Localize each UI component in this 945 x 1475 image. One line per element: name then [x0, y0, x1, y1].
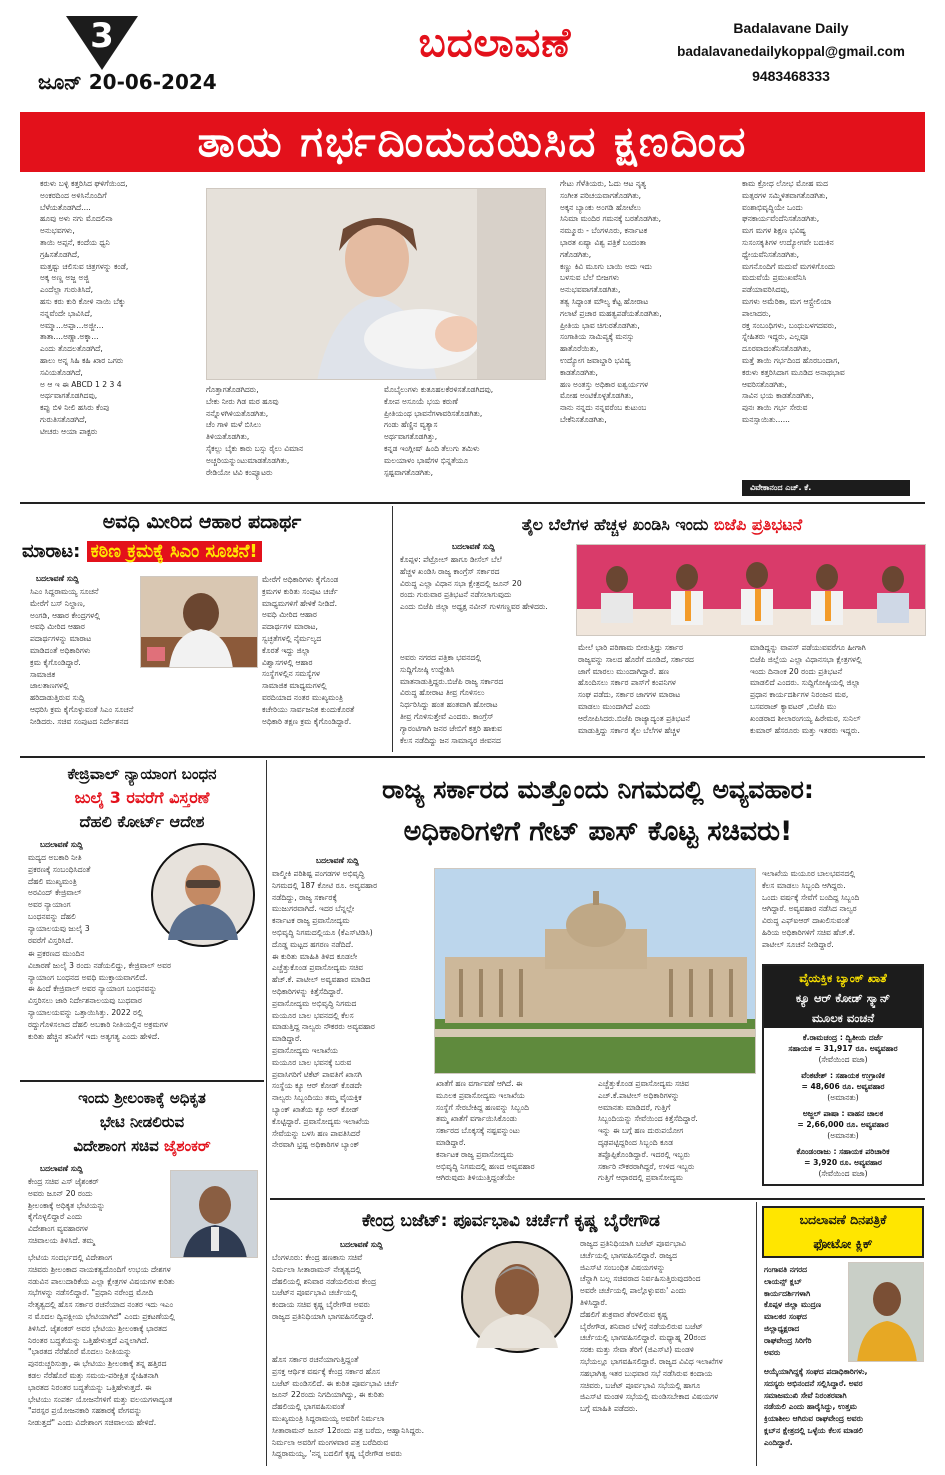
- jaishankar-text-full: ಭೇಟಿಯ ಸಂದರ್ಭದಲ್ಲಿ ವಿದೇಶಾಂಗ ಸಚಿವರು ಶ್ರೀಲಂಕಾದ ನಾಯಕತ್ವದೊಂದಿಗೆ ಉಭಯ ದೇಶಗಳ ನಡುವಿನ ಪಾಲುದಾರಿಕೆಯ ಎಲ್ಲಾ ಕ್ಷೇತ್ರಗಳ ವಿಷಯಗಳ ಕುರಿತು ಸಭೆಗಳನ್ನು ನಡೆಸಲಿದ್ದಾರೆ. "ಪ್ರಧಾನಿ ನರೇಂದ್ರ ಮೋದಿ ನೇತೃತ್ವದಲ್ಲಿ ಹೊಸ ಸರ್ಕಾರ ರಚನೆಯಾದ ನಂತರ ಇದು ಇಎಂ ನ ಮೊದಲ ದ್ವಿಪಕ್ಷೀಯ ಭೇಟಿಯಾಗಿದೆ" ಎಂದು ಪ್ರಕಟಣೆಯಲ್ಲಿ ತಿಳಿಸಿದೆ. ಜೈಶಂಕರ್ ಅವರ ಭೇಟಿಯು ಶ್ರೀಲಂಕಾಕ್ಕೆ ಭಾರತದ ನಿರಂತರ ಬದ್ಧತೆಯನ್ನು ಒತ್ತಿಹೇಳುತ್ತದೆ ಎನ್ನಲಾಗಿದೆ. "ಭಾರತದ ನೆರೆಹೊರೆ ಮೊದಲು ನೀತಿಯನ್ನು ಪುನರುಚ್ಚರಿಸುತ್ತಾ, ಈ ಭೇಟಿಯು ಶ್ರೀಲಂಕಾಕ್ಕೆ ತನ್ನ ಹತ್ತಿರದ ಕಡಲ ನೆರೆಹೊರೆ ಮತ್ತು ಸಮಯ-ಪರೀಕ್ಷಿತ ಸ್ನೇಹಿತನಾಗಿ ಭಾರತದ ನಿರಂತರ ಬದ್ಧತೆಯನ್ನು ಒತ್ತಿಹೇಳುತ್ತದೆ. ಈ ಭೇಟಿಯು ಸಂಪರ್ಕ ಯೋಜನೆಗಳಿಗೆ ಮತ್ತು ವಲಯಗಳಾದ್ಯಂತ "ಪರಸ್ಪರ ಪ್ರಯೋಜನಕಾರಿ ಸಹಕಾರಕ್ಕೆ ವೇಗವನ್ನು ನೀಡುತ್ತದೆ" ಎಂದು ವಿದೇಶಾಂಗ ಸಚಿವಾಲಯ ಹೇಳಿದೆ.: [28, 1253, 175, 1428]
- fraud-entry-name: ವೆಂಕಟೇಶ್ : ಸಹಾಯಕ ಉಗ್ರಾಣಿಕ: [801, 1071, 885, 1080]
- paper-name: Badalavane Daily: [733, 20, 849, 36]
- vidhana-soudha-photo: [434, 868, 756, 1074]
- issue-date: ಜೂನ್ 20-06-2024: [38, 70, 217, 94]
- fuel-text-col-3: ಮಾಡಿದ್ದನ್ನು ವಾಪಸ್ ಪಡೆಯುವವರೆಗೂ ಹೀಗಾಗಿ ಬಿಜೆಪಿ ಜಿಲ್ಲೆಯ ಎಲ್ಲಾ ವಿಧಾನಸಭಾ ಕ್ಷೇತ್ರಗಳಲ್ಲಿ ಇಂದು ದಿನಾಂಕ 20 ರಂದು ಪ್ರತಿಭಟನೆ ಮಾಡಲಿದೆ ಎಂದರು. ಸುದ್ದಿಗೋಷ್ಠಿಯಲ್ಲಿ ಜಿಲ್ಲಾ ಪ್ರಧಾನ ಕಾರ್ಯದರ್ಶಿಗಳ ನಿರಂಜನ ಮಠ, ಬಸವರಾಜ್ ಕ್ಯಾವಟರ್ ,ಬಿಜೆಪಿ ಮು ಖಂಡರಾದ ಶೀಲಾರಂಗಯ್ಯ ಹಿರೇಮಠ, ಸುನಿಲ್ ಕುಮಾರ್ ಹೆಸರೂರು ಮತ್ತು ಇತರರು ಇದ್ದರು.: [750, 643, 866, 735]
- jaishankar-headline-line-1: ಇಂದು ಶ್ರೀಲಂಕಾಕ್ಕೆ ಅಧಿಕೃತ: [78, 1089, 206, 1107]
- fraud-entry-amount: = 2,66,000 ರೂ. ಅವ್ಯವಹಾರ: [797, 1120, 889, 1129]
- krishna-byregowda-photo: [460, 1240, 574, 1354]
- raghavendra-photo: [848, 1262, 924, 1362]
- fraud-entry-amount: = 48,606 ರೂ. ಅವ್ಯವಹಾರ: [801, 1082, 885, 1091]
- masthead: [0, 0, 945, 100]
- corruption-text-col-3: ಎಚ್ಚೆತ್ತುಕೊಂಡ ಪ್ರವಾಸೋದ್ಯಮ ಸಚಿವ ಎಚ್.ಕೆ.ಪಾಟೀಲ್ ಅಧಿಕಾರಿಗಳನ್ನು ಅಮಾನತು ಮಾಡಿದರೆ, ಗುತ್ತಿಗೆ ಸಿಬ್ಬಂದಿಯನ್ನು ಸೇವೆಯಿಂದ ಕಿತ್ತೆಸೆದಿದ್ದಾರೆ. ಇನ್ನು ಈ ಬಗ್ಗೆ ಹಣ ದುರುಪಯೋಗ ದೃಢಪಟ್ಟಿದ್ದರಿಂದ ಸಿಬ್ಬಂದಿ ಕೂಡ ತಪ್ಪೊಪ್ಪಿಕೊಂಡಿದ್ದಾರೆ. ಇದರಲ್ಲಿ ಇಬ್ಬರು ಸರ್ಕಾರಿ ನೌಕರರಾಗಿದ್ದರೆ, ಉಳಿದ ಇಬ್ಬರು ಗುತ್ತಿಗೆ ಆಧಾರದಲ್ಲಿ ಪ್ರವಾಸೋದ್ಯಮ: [598, 1079, 698, 1183]
- contact-phone: 9483468333: [752, 68, 830, 84]
- fraud-entry-name: ಕೆ.ರಾಮಚಂದ್ರ : ದ್ವಿತೀಯ ದರ್ಜೆ: [802, 1033, 884, 1042]
- divider: [270, 1198, 925, 1200]
- divider: [392, 506, 393, 752]
- fuel-byline: ಬದಲಾವಣೆ ಸುದ್ದಿ: [452, 542, 495, 551]
- fuel-text-col-1: ಅವರು ನಗರದ ಪತ್ರಿಕಾ ಭವನದಲ್ಲಿ ಸುದ್ದಿಗೋಷ್ಠಿ ಉದ್ದೇಶಿಸಿ ಮಾತನಾಡುತ್ತಿದ್ದರು.ಬಿಜೆಪಿ ರಾಜ್ಯ ಸರ್ಕಾರದ ವಿರುದ್ಧ ಹೋರಾಟ ತೀವ್ರ ಗೊಳಿಸಲು ನಿರ್ಧರಿಸಿದ್ದು ಹಂತ ಹಂತವಾಗಿ ಹೋರಾಟ ತೀವ್ರ ಗೊಳಿಸುತ್ತೇವೆ ಎಂದರು. ಕಾಂಗ್ರೆಸ್ ಗ್ಯಾರಂಟಿಗಾಗಿ ಜನರ ಜೇಬಿಗೆ ಕತ್ತರಿ ಹಾಕುವ ಕೆಲಸ ನಡೆದಿದ್ದು ಜನ ಸಾಮಾನ್ಯರ ಜೀವನದ: [400, 653, 504, 745]
- kejriwal-byline: ಬದಲಾವಣೆ ಸುದ್ದಿ: [40, 840, 83, 849]
- fuel-headline-highlight: ಬಿಜೆಪಿ ಪ್ರತಿಭಟನೆ: [713, 515, 803, 534]
- fraud-box-title-1: ವೈಯಕ್ತಿಕ ಬ್ಯಾಂಕ್ ಖಾತೆ: [799, 971, 887, 985]
- food-byline: ಬದಲಾವಣೆ ಸುದ್ದಿ: [36, 574, 79, 583]
- food-text-left: ಸಿಎಂ ಸಿದ್ದರಾಮಯ್ಯ ಸೂಚನೆ ಮೇರೆಗೆ ಬಸ್ ನಿಲ್ದಾಣ, ಅಂಗಡಿ, ಆಹಾರ ಕೇಂದ್ರಗಳಲ್ಲಿ ಅವಧಿ ಮೀರಿದ ಆಹಾರ ಪದಾರ್ಥಗಳನ್ನು ಮಾರಾಟ ಮಾಡಿದಂತೆ ಅಧಿಕಾರಿಗಳು ಕ್ರಮ ಕೈಗೊಂಡಿದ್ದಾರೆ. ಸಾಮಾಜಿಕ ಜಾಲತಾಣಗಳಲ್ಲಿ ಹರಿದಾಡುತ್ತಿರುವ ಸುದ್ದಿ ಆಧರಿಸಿ ಕ್ರಮ ಕೈಗೊಳ್ಳುವಂತೆ ಸಿಎಂ ಸೂಚನೆ ನೀಡಿದರು. ಸಚಿವ ಸಂಪುಟದ ನಿರ್ದೇಶನದ: [30, 587, 134, 726]
- food-headline-line-2: [22, 538, 382, 566]
- food-headline-prefix: ಮಾರಾಟ:: [22, 541, 81, 562]
- corruption-headline-line-2: ಅಧಿಕಾರಿಗಳಿಗೆ ಗೇಟ್ ಪಾಸ್ ಕೊಟ್ಟ ಸಚಿವರು!: [403, 816, 793, 847]
- contact-email[interactable]: badalavanedailykoppal@gmail.com: [677, 44, 905, 59]
- poem-headline: ತಾಯ ಗರ್ಭದಿಂದುದಯಿಸಿದ ಕ್ಷಣದಿಂದ: [197, 117, 748, 166]
- fraud-entry-status: (ಸೇವೆಯಿಂದ ವಜಾ): [818, 1055, 868, 1064]
- fraud-entry: [766, 1070, 920, 1103]
- jaishankar-headline-highlight: ಜೈಶಂಕರ್: [164, 1137, 211, 1155]
- bjp-press-meet-photo: [576, 544, 926, 636]
- jaishankar-photo: [170, 1170, 258, 1258]
- budget-headline: ಕೇಂದ್ರ ಬಜೆಟ್: ಪೂರ್ವಭಾವಿ ಚರ್ಚೆಗೆ ಕೃಷ್ಣ ಬೈರೇಗೌಡ: [362, 1211, 660, 1231]
- fuel-headline-prefix: ತೈಲ ಬೆಲೆಗಳ ಹೆಚ್ಚಳ ಖಂಡಿಸಿ ಇಂದು: [521, 515, 709, 534]
- fraud-entry-name: ಕೊಂಡಂರಾಜು : ಸಹಾಯಕ ಪರಿಚಾರಿಕ: [796, 1147, 890, 1156]
- newspaper-logo: ಬದಲಾವಣೆ: [418, 20, 572, 66]
- divider: [20, 756, 925, 758]
- jaishankar-text-left: ಕೇಂದ್ರ ಸಚಿವ ಎಸ್ ಜೈಶಂಕರ್ ಅವರು ಜೂನ್ 20 ರಂದು ಶ್ರೀಲಂಕಾಕ್ಕೆ ಅಧಿಕೃತ ಭೇಟಿಯನ್ನು ಕೈಗೊಳ್ಳಲಿದ್ದಾರೆ ಎಂದು ವಿದೇಶಾಂಗ ವ್ಯವಹಾರಗಳ ಸಚಿವಾಲಯ ತಿಳಿಸಿದೆ. ತಮ್ಮ: [28, 1177, 106, 1245]
- poem-column-2: ಗೊತ್ತಾಗತೊಡಗಿದರು, ಬೇಕು ನೀರು ಗಿಡ ಮರ ಹೂವು ನನ್ನೊಳಗಿಳಿಯತೊಡಗಿತು, ಚೆಂ ಗಾಳಿ ಮಳೆ ಬಿಸಿಲು ತಿಳಿಯತೊಡಗಿತು, ಸೈಕಲ್ಲು ಬೈಕು ಕಾರು ಬಸ್ಸು ರೈಲು ವಿಮಾನ ಅಚ್ಚರಿಯನ್ನುಂಟುಮಾಡತೊಡಗಿತು, ರೇಡಿಯೋ ಟಿವಿ ಕಂಪ್ಯೂಟರು: [206, 385, 304, 477]
- poem-column-1: ಕರುಳು ಬಳ್ಳಿ ಕತ್ತರಿಸಿದ ಘಳಿಗೆಯಿಂದ, ಅಂಕರದಿಂದ ಅಳಿಸಿನೊಂದಿಗೆ ಬೆಳೆಯತೊಡಗಿದೆ.... ಹೂವು ಅಳು ನಗು ಮೊದಲಿನಾ ಅನುಭವಗಳು, ತಾಯಿ ಅಪ್ಪನೆ, ಕಂದೆಯ ಧ್ವನಿ ಗ್ರಹಿಸತೊಡಗಿದೆ, ಮತ್ತಷ್ಟು ಚಲಿಸುವ ಚಿತ್ರಗಳನ್ನು ಕಂಡೆ, ಅಕ್ಕ ಅಣ್ಣ ಅಜ್ಜ ಅಜ್ಜಿ ಎಂದೆಲ್ಲಾ ಗುರುತಿಸಿದೆ, ಹಸು ಕರು ಕುರಿ ಕೋಳಿ ನಾಯಿ ಬೆಕ್ಕು ನನ್ನವೆಂದೇ ಭಾವಿಸಿದೆ, ಅಮ್ಮಾ...ಅಪ್ಪಾ...ಅಜ್ಜೀ... ತಾತಾ....ಅಣ್ಣಾ.ಅಕ್ಕಾ... ಎಂದು ತೊದಲತೊಡಗಿದೆ, ಹಾಲು ಅನ್ನ ಸಿಹಿ ಕಹಿ ಖಾರ ಒಗರು ಸವಿಯತೊಡಗಿದೆ, ಅ ಆ ಇ ಈ ABCD 1 2 3 4 ಅರ್ಥವಾಗತೊಡಗಿದವು, ಕಪ್ಪು ಬಿಳಿ ನೀಲಿ ಹಸಿರು ಕೆಂಪು ಗುರುತಿಸತೊಡಗಿದೆ, ಟೀಚರು ಆಯಾ ಪಾಕ್ಟರು: [40, 179, 129, 436]
- corruption-text-col-2: ಖಾತೆಗೆ ಹಣ ವರ್ಗಾವಣೆ ಆಗಿದೆ. ಈ ಮೂಲಕ ಪ್ರವಾಸೋದ್ಯಮ ಇಲಾಖೆಯ ಸಂಸ್ಥೆಗೆ ಸೇರಬೇಕಿದ್ದ ಹಣವನ್ನು ಸಿಬ್ಬಂದಿ ತಮ್ಮ ಖಾತೆಗೆ ವರ್ಗಾಯಿಸಿಕೊಂಡು ಸರ್ಕಾರದ ಬೊಕ್ಕಸಕ್ಕೆ ನಷ್ಟವನ್ನುಂಟು ಮಾಡಿದ್ದಾರೆ. ಕರ್ನಾಟಕ ರಾಜ್ಯ ಪ್ರವಾಸೋದ್ಯಮ ಅಭಿವೃದ್ಧಿ ನಿಗಮದಲ್ಲಿ ಹಣದ ಅವ್ಯವಹಾರ ಆಗಿರುವುದು ತಿಳಿಯುತ್ತಿದ್ದಂತೆಯೇ: [436, 1079, 535, 1183]
- fraud-entry-amount: = 3,920 ರೂ. ಅವ್ಯವಹಾರ: [804, 1158, 882, 1167]
- photo-click-text-left: ಗಂಗಾವತಿ ನಗರದ ಲಾಯನ್ಸ್ ಕ್ಲಬ್ ಕಾರ್ಯದರ್ಶಿಗಳಾಗಿ ಕೊಪ್ಪಳ ಜಿಲ್ಲಾ ಮುದ್ರಣ ಮಾಲಕರ ಸಂಘದ ಜಿಲ್ಲಾಧ್ಯಕ್ಷರಾದ ರಾಘವೇಂದ್ರ ಸಿರಿಗೆರಿ ಅವರು: [764, 1265, 822, 1357]
- fraud-entry-status: (ಅಮಾನತು): [827, 1093, 859, 1102]
- budget-text-col-1-top: ಬೆಂಗಳೂರು: ಕೇಂದ್ರ ಹಣಕಾಸು ಸಚಿವೆ ನಿರ್ಮಲಾ ಸೀತಾರಾಮನ್ ನೇತೃತ್ವದಲ್ಲಿ ದೆಹಲಿಯಲ್ಲಿ ಶನಿವಾರ ನಡೆಯಲಿರುವ ಕೇಂದ್ರ ಬಜೆಟ್‌ನ ಪೂರ್ವಭಾವಿ ಚರ್ಚೆಯಲ್ಲಿ ಕಂದಾಯ ಸಚಿವ ಕೃಷ್ಣ ಬೈರೇಗೌಡ ಅವರು ರಾಜ್ಯದ ಪ್ರತಿನಿಧಿಯಾಗಿ ಭಾಗವಹಿಸಲಿದ್ದಾರೆ.: [272, 1253, 377, 1321]
- fuel-text-top: ಕೊಪ್ಪಳ: ಪೆಟ್ರೋಲ್ ಹಾಗೂ ಡೀಸೆಲ್ ಬೆಲೆ ಹೆಚ್ಚಳ ಖಂಡಿಸಿ ರಾಜ್ಯ ಕಾಂಗ್ರೆಸ್ ಸರ್ಕಾರದ ವಿರುದ್ಧ ಎಲ್ಲಾ ವಿಧಾನ ಸಭಾ ಕ್ಷೇತ್ರದಲ್ಲಿ ಜೂನ್ 20 ರಂದು ಗುರುವಾರ ಪ್ರತಿಭಟನೆ ನಡೆಸಲಾಗುವುದು ಎಂದು ಬಿಜೆಪಿ ಜಿಲ್ಲಾ ಅಧ್ಯಕ್ಷ ನವೀನ್ ಗುಳಗಣ್ಣವರ ಹೇಳಿದರು.: [400, 555, 548, 612]
- divider: [20, 502, 925, 504]
- kejriwal-text-left: ಮದ್ಯದ ಅಬಕಾರಿ ನೀತಿ ಪ್ರಕರಣಕ್ಕೆ ಸಂಬಂಧಿಸಿದಂತೆ ದೆಹಲಿ ಮುಖ್ಯಮಂತ್ರಿ ಅರವಿಂದ್ ಕೇಜ್ರಿವಾಲ್ ಅವರ ನ್ಯಾಯಾಂಗ ಬಂಧನವನ್ನು ದೆಹಲಿ ನ್ಯಾಯಾಲಯವು ಜುಲೈ 3 ರವರೆಗೆ ವಿಸ್ತರಿಸಿದೆ.: [28, 853, 91, 945]
- fraud-entry-amount: ಸಹಾಯಕ = 31,917 ರೂ. ಅವ್ಯವಹಾರ: [788, 1044, 898, 1053]
- fraud-entry-status: (ಸೇವೆಯಿಂದ ವಜಾ): [818, 1169, 868, 1178]
- fraud-entry-status: (ಅಮಾನತು): [827, 1131, 859, 1140]
- budget-text-col-1-bottom: ಹೊಸ ಸರ್ಕಾರ ರಚನೆಯಾಗುತ್ತಿದ್ದಂತೆ ಪ್ರಸಕ್ತ ಆರ್ಥಿಕ ವರ್ಷಕ್ಕೆ ಕೇಂದ್ರ ಸರ್ಕಾರ ಹೊಸ ಬಜೆಟ್ ಮಂಡಿಸಲಿದೆ. ಈ ಕುರಿತ ಪೂರ್ವಭಾವಿ ಚರ್ಚೆ ಜೂನ್ 22ರಂದು ನಿಗದಿಯಾಗಿದ್ದು, ಈ ಕುರಿತು ದೆಹಲಿಯಲ್ಲಿ ಭಾಗವಹಿಸುವಂತೆ ಮುಖ್ಯಮಂತ್ರಿ ಸಿದ್ದರಾಮಯ್ಯ ಅವರಿಗೆ ನಿರ್ಮಲಾ ಸೀತಾರಾಮನ್ ಜೂನ್ 12ರಂದು ಪತ್ರ ಬರೆದು, ಆಹ್ವಾನಿಸಿದ್ದರು. ನಿರ್ಮಲಾ ಅವರಿಗೆ ಮಂಗಳವಾರ ಪತ್ರ ಬರೆದಿರುವ ಸಿದ್ದರಾಮಯ್ಯ, 'ನನ್ನ ಬದಲಿಗೆ ಕೃಷ್ಣ ಬೈರೇಗೌಡ ಅವರು: [272, 1355, 425, 1459]
- kejriwal-text-full: ಈ ಪ್ರಕರಣದ ಮುಂದಿನ ವಿಚಾರಣೆ ಜುಲೈ 3 ರಂದು ನಡೆಯಲಿದ್ದು, ಕೇಜ್ರಿವಾಲ್ ಅವರ ನ್ಯಾಯಾಂಗ ಬಂಧನದ ಅವಧಿ ಮುಕ್ತಾಯವಾಗಲಿದೆ. ಈ ಹಿಂದೆ ಕೇಜ್ರಿವಾಲ್ ಅವರ ನ್ಯಾಯಾಂಗ ಬಂಧನವನ್ನು ವಿಸ್ತರಿಸಲು ಜಾರಿ ನಿರ್ದೇಶನಾಲಯವು ಬುಧವಾರ ನ್ಯಾಯಾಲಯವನ್ನು ಒತ್ತಾಯಿಸಿತ್ತು. 2022 ರಲ್ಲಿ ರದ್ದುಗೊಳಿಸಲಾದ ದೆಹಲಿ ಅಬಕಾರಿ ನೀತಿಯಲ್ಲಿನ ಅಕ್ರಮಗಳ ಕುರಿತು ಹೆಚ್ಚಿನ ತನಿಖೆಗೆ ಇದು ಅತ್ಯಗತ್ಯ ಎಂದು ಹೇಳಿದೆ.: [28, 949, 172, 1041]
- fraud-box-title-3: ಮೂಲಕ ವಂಚನೆ: [811, 1011, 875, 1025]
- poem-column-5: ಕಾಮ ಕ್ರೋಧ ಲೋಭ ಮೋಹ ಮದ ಮತ್ಸರಗಳ ಸಮ್ಮಿಳಿತವಾಗತೊಡಗಿತು, ವಂಶಾಭಿವೃದ್ಧಿಯೇ ಒಂದು ಘನಕಾರ್ಯವೆಂದೆನಿಸತೊಡಗಿತು, ಮಗ ಮಗಳ ಶಿಕ್ಷಣ ಭವಿಷ್ಯ ಸುಸಂಸಕೃತಿಗಳ ಉದ್ಯೋಗವೇ ಬದುಕಿನ ಧ್ಯೇಯವೆನಿಸತೊಡಗಿತು, ಮಗನೊಂದಿಗೆ ಮದುವೆ ಮಗಳಿಗೊಂದು ಮದುವೆಯೆ ಪ್ರಮುಖವೆನಿಸಿ ಪಡೆಯಾವರಿಸಿದವು, ಮಗಳು ಅಮೆರಿಕಾ, ಮಗ ಆಸ್ಟ್ರೇಲಿಯಾ ಪಾಲಾದರು, ರಕ್ತ ಸಂಬಂಧಿಗಳು, ಬಂಧುಬಳಗದವರು, ಸ್ನೇಹಿತರು ಇದ್ದರು, ಎಲ್ಲವೂ ದೂರವಾದಂತೆನಿಸತೊಡಗಿತು, ಮತ್ತೆ ತಾಯಿ ಗರ್ಭದಿಂದ ಹೊರಬಂದಾಗ, ಕರುಳು ಕತ್ತರಿಸಿದಾಗ ಮೂಡಿದ ಅನಾಥಭಾವ ಆವರಿಸತೊಡಗಿತು, ಸಾವಿನ ಭಯ ಕಾಡತೊಡಗಿತು, ಪುನಃ ತಾಯಿ ಗರ್ಭ ಸೇರುವ ಮನಸ್ಸಾಯಿತು......: [742, 179, 845, 424]
- jaishankar-headline-prefix: ವಿದೇಶಾಂಗ ಸಚಿವ: [73, 1137, 159, 1155]
- fuel-text-col-2: ಮೇಲೆ ಭಾರಿ ಪರಿಣಾಮ ಬೀರುತ್ತಿದ್ದು ಸರ್ಕಾರ ರಾಜ್ಯವನ್ನು ಸಾಲದ ಹೊರೆಗೆ ದೂಡಿದೆ, ಸರ್ಕಾರದ ಜಾಗೆ ಮಾರಲು ಮುಂದಾಗಿದ್ದಾರೆ. ಹಣ ಹೊಂದಿಸಲು ಸರ್ಕಾರ ಪಾಸ್‌ಗೆ ಕಂಪನಿಗಳ ಸಂಘ ಪಡೆದು, ಸರ್ಕಾರ ಜಾಗಗಳ ಮಾರಾಟ ಮಾಡಲು ಮುಂದಾಗಿದೆ ಎಂದು ಆರೋಪಿಸಿದರು.ಬಿಜೆಪಿ ರಾಜ್ಯಾದ್ಯಂತ ಪ್ರತಿಭಟನೆ ಮಾಡುತ್ತಿದ್ದು ಸರ್ಕಾರ ತೈಲ ಬೆಲೆಗಳ ಹೆಚ್ಚಳ: [578, 643, 694, 735]
- jaishankar-headline-line-3: [22, 1134, 262, 1158]
- divider: [266, 760, 267, 1466]
- kejriwal-headline-line-2: ಜುಲೈ 3 ರವರೆಗೆ ವಿಸ್ತರಣೆ: [74, 788, 210, 807]
- divider: [756, 1202, 757, 1466]
- fuel-headline: [398, 512, 926, 538]
- poem-column-3: ಮೊಬೈಲುಗಳು ಕುತೂಹಲಕೆರಳಿಸತೊಡಗಿದವು, ಕೋಪ ಅಸೂಯೆ ಭಯ ಕರುಣೆ ಪ್ರೀತಿಯಂಥ ಭಾವನೆಗಳಾವರಿಸತೊಡಗಿತು, ಗಂಡು ಹೆಣ್ಣಿನ ವ್ಯತ್ಯಾಸ ಅರ್ಥವಾಗತೊಡಗಿತ್ತು, ಕನ್ನಡ ಇಂಗ್ಲೀಷ್ ಹಿಂದಿ ತೆಲುಗು ತಮಿಳು ಮಲಯಾಳಂ ಭಾಷೆಗಳ ಭಿನ್ನತೆಯೂ ಸ್ಪಷ್ಟವಾಗತೊಡಗಿತು,: [384, 385, 494, 477]
- mother-baby-photo: [206, 188, 546, 380]
- food-text-right: ಮೇರೆಗೆ ಅಧಿಕಾರಿಗಳು ಕೈಗೊಂಡ ಕ್ರಮಗಳ ಕುರಿತು ಸಂಪುಟ ಚರ್ಚೆ ಮಾಧ್ಯಮಗಳಿಗೆ ಹೇಳಿಕೆ ನೀಡಿದೆ. ಅವಧಿ ಮೀರಿದ ಆಹಾರ ಪದಾರ್ಥಗಳ ಮಾರಾಟ, ಸ್ವಚ್ಛತೆಗಳಲ್ಲಿ ನೈರ್ಮಲ್ಯದ ಕೊರತೆ ಇದ್ದು ಜಿಲ್ಲಾ ವಿಶ್ವಾಸಗಳಲ್ಲಿ ಆಹಾರ ಸಂಸ್ಥೆಗಳಲ್ಲಿನ ಸಮಸ್ಯೆಗಳ ಸಾಮಾಜಿಕ ಮಾಧ್ಯಮಗಳಲ್ಲಿ ವರದಿಯಾದ ನಂತರ ಮುಖ್ಯಮಂತ್ರಿ ಕಚೇರಿಯು ಸಾರ್ವಜನಿಕ ಕುಂದುಕೊರತೆ ಅಧಿಕಾರಿ ತಕ್ಷಣ ಕ್ರಮ ಕೈಗೊಂಡಿದ್ದಾರೆ.: [262, 575, 355, 726]
- kejriwal-headline-line-3: ದೆಹಲಿ ಕೋರ್ಟ್ ಆದೇಶ: [79, 812, 205, 831]
- fraud-entries: [766, 1032, 920, 1179]
- poem-column-4: ಗೇಟು ಗೆಳೆತಿಯರು, ಓದು ಆಟ ನೃತ್ಯ ಸಂಗೀತ ಪರಿಚಯವಾಗತೊಡಗಿತು, ಅಕ್ಕನ ಬ್ಯಾಂಕು ಅಂಗಡಿ ಹೋಟೆಲು ಸಿನಿಮಾ ಮಂದಿರ ಗಮನಕ್ಕೆ ಬರತೊಡಗಿತು, ನಮ್ಮೂರು - ಬೆಂಗಳೂರು, ಕರ್ನಾಟಕ ಭಾರತ ಏಷ್ಯಾ ವಿಶ್ವ ಪತ್ರಿಕೆ ಬಂದಂತಾ ಗತೊಡಗಿತು, ಕಣ್ಣು ಕಿವಿ ಮೂಗು ಬಾಯಿ ಅದು ಇದು ಬಳಸುವ ಬೆಲೆ ಬೀಜಗಳು ಅನುಭವವಾಗತೊಡಗಿತು, ತತ್ವ ಸಿದ್ಧಾಂತ ಮೌಲ್ಯ ಕೆಟ್ಟ ಹೋರಾಟ ಗಲಾಟೆ ಪ್ರಚಾರ ಮಹತ್ವಪಡೆಯತೊಡಗಿತು, ಪ್ರೀತಿಯ ಭಾವ ಚಿಗುರತೊಡಗಿತು, ಸಂಗಾತಿಯ ಸಾಮಿಪ್ಯಕ್ಕೆ ಮನಸ್ಸು ಹಾತೊರೆಯಿತು, ಉದ್ಯೋಗ ಜವಾಬ್ದಾರಿ ಭವಿಷ್ಯ ಕಾಡತೊಡಗಿತು, ಹಣ ಅಂತಸ್ತು ಅಧಿಕಾರ ಐಶ್ವರ್ಯಗಳ ಮೋಹ ಅಂಟಿಕೊಳ್ಳತೊಡಗಿತು, ನಾನು ನನ್ನದು ನನ್ನವರೆಂಬ ಕುಟುಂಬ ಬೇಕೆನಿಸತೊಡಗಿತು,: [560, 179, 662, 424]
- corruption-text-right: ಇಲಾಖೆಯ ಮಯೂರ ಬಾಲಭವನದಲ್ಲಿ ಕೆಲಸ ಮಾಡಲು ಸಿಬ್ಬಂದಿ ಆಗಿದ್ದರು. ಒಂದು ವರ್ಷಕ್ಕೆ ಸೇವೆಗೆ ಬಂದಿದ್ದ ಸಿಬ್ಬಂದಿ ಆಗಿದ್ದಾರೆ. ಅವ್ಯವಹಾರ ನಡೆಸಿದ ನಾಲ್ವರ ವಿರುದ್ಧ ಎಫ್‌ಐಆರ್ ದಾಖಲಿಸುವಂತೆ ಹಿರಿಯ ಅಧಿಕಾರಿಗಳಿಗೆ ಸಚಿವ ಹೆಚ್.ಕೆ. ಪಾಟೀಲ್ ಸೂಚನೆ ನೀಡಿದ್ದಾರೆ.: [762, 869, 860, 949]
- kejriwal-headline-line-1: ಕೇಜ್ರಿವಾಲ್ ನ್ಯಾಯಾಂಗ ಬಂಧನ: [67, 765, 217, 783]
- fraud-entry: [766, 1032, 920, 1065]
- fraud-entry: [766, 1108, 920, 1141]
- jaishankar-byline: ಬದಲಾವಣೆ ಸುದ್ದಿ: [40, 1164, 83, 1173]
- divider: [20, 1080, 264, 1082]
- siddaramaiah-photo: [140, 576, 258, 668]
- food-headline-line-1: ಅವಧಿ ಮೀರಿದ ಆಹಾರ ಪದಾರ್ಥ: [102, 511, 302, 533]
- page-number: 3: [90, 16, 114, 56]
- photo-click-text-full: ಆಯ್ಕೆಯಾಗಿದ್ದಕ್ಕೆ ಸಂಘದ ಪದಾಧಿಕಾರಿಗಳು, ಸದಸ್ಯರು ಅಭಿನಂದನೆ ಸಲ್ಲಿಸಿದ್ದಾರೆ. ಅವರ ಸಮಾಜಮುಖಿ ಸೇವೆ ನಿರಂತರವಾಗಿ ನಡೆಯಲಿ ಎಂದು ಹಾರೈಸಿದ್ದು, ಉತ್ತಮ ಕ್ರಿಯಾಶೀಲ ಆಗಿರುವ ರಾಘವೇಂದ್ರ ಅವರು ಕ್ಲಬ್‌ನ ಕ್ಷೇತ್ರದಲ್ಲಿ ಒಳ್ಳೆಯ ಕೆಲಸ ಮಾಡಲಿ ಎಂದಿದ್ದಾರೆ.: [764, 1367, 868, 1447]
- budget-text-col-2: ರಾಜ್ಯದ ಪ್ರತಿನಿಧಿಯಾಗಿ ಬಜೆಟ್ ಪೂರ್ವಭಾವಿ ಚರ್ಚೆಯಲ್ಲಿ ಭಾಗವಹಿಸಲಿದ್ದಾರೆ. ರಾಜ್ಯದ ಜಿಎಸ್‌ಟಿ ಸಂಬಂಧಿತ ವಿಷಯಗಳನ್ನು ಚೆನ್ನಾಗಿ ಬಲ್ಲ ಸಚಿವರಾದ ನಿರ್ವಹಿಸುತ್ತಿರುವುದರಿಂದ ಅವರೇ ಚರ್ಚೆಯಲ್ಲಿ ಪಾಲ್ಗೊಳ್ಳುವರು' ಎಂದು ತಿಳಿಸಿದ್ದಾರೆ. ದೆಹಲಿಗೆ ಶುಕ್ರವಾರ ತೆರಳಲಿರುವ ಕೃಷ್ಣ ಬೈರೇಗೌಡ, ಶನಿವಾರ ಬೆಳಿಗ್ಗೆ ನಡೆಯಲಿರುವ ಬಜೆಟ್ ಚರ್ಚೆಯಲ್ಲಿ ಭಾಗವಹಿಸಲಿದ್ದಾರೆ. ಮಧ್ಯಾಹ್ನ 20ರಂದ ಸರಕು ಮತ್ತು ಸೇವಾ ತೆರಿಗೆ (ಜಿಎಸ್‌ಟಿ) ಮಂಡಳಿ ಸಭೆಯಲ್ಲೂ ಭಾಗವಹಿಸಲಿದ್ದಾರೆ. ರಾಜ್ಯದ ವಿವಿಧ ಇಲಾಖೆಗಳ ಸಹಭಾಗಿತ್ವ ಇತರ ಬುಧವಾರ ಸಭೆ ನಡೆಸಿರುವ ಕಂದಾಯ ಸಚಿವರು, ಬಜೆಟ್ ಪೂರ್ವಭಾವಿ ಸಭೆಯಲ್ಲಿ ಹಾಗೂ ಜಿಎಸ್‌ಟಿ ಮಂಡಳಿ ಸಭೆಯಲ್ಲಿ ಮಂಡಿಸಬೇಕಾದ ವಿಷಯಗಳ ಬಗ್ಗೆ ಮಾಹಿತಿ ಪಡೆದರು.: [580, 1239, 723, 1414]
- poem-author: ವಿವೇಕಾನಂದ ಎಚ್. ಕೆ.: [750, 483, 812, 492]
- corruption-text-col-1: ವಾಲ್ಮೀಕಿ ಪರಿಶಿಷ್ಟ ಪಂಗಡಗಳ ಅಭಿವೃದ್ಧಿ ನಿಗಮದಲ್ಲಿ 187 ಕೋಟಿ ರೂ. ಅವ್ಯವಹಾರ ನಡೆದಿದ್ದು, ರಾಜ್ಯ ಸರ್ಕಾರಕ್ಕೆ ಮುಜುಗರವಾಗಿದೆ. ಇದರ ಬೆನ್ನಲ್ಲೇ ಕರ್ನಾಟಕ ರಾಜ್ಯ ಪ್ರವಾಸೋದ್ಯಮ ಅಭಿವೃದ್ಧಿ ನಿಗಮದಲ್ಲಿಯೂ (ಕೆಎಸ್‌ಟಿಡಿಸಿ) ದೊಡ್ಡ ಮಟ್ಟದ ಹಗರಣ ನಡೆದಿದೆ. ಈ ಕುರಿತು ಮಾಹಿತಿ ತಿಳಿದ ಕೂಡಲೇ ಎಚ್ಚೆತ್ತುಕೊಂಡ ಪ್ರವಾಸೋದ್ಯಮ ಸಚಿವ ಹೆಚ್.ಕೆ. ಪಾಟೀಲ್ ಅವ್ಯವಹಾರ ಮಾಡಿದ ಅಧಿಕಾರಿಗಳನ್ನು ಕಿತ್ತೆಸೆದಿದ್ದಾರೆ. ಪ್ರವಾಸೋದ್ಯಮ ಅಭಿವೃದ್ಧಿ ನಿಗಮದ ಮಯೂರ ಬಾಲ ಭವನದಲ್ಲಿ ಕೆಲಸ ಮಾಡುತ್ತಿದ್ದ ನಾಲ್ವರು ನೌಕರರು ಅವ್ಯವಹಾರ ಮಾಡಿದ್ದಾರೆ. ಪ್ರವಾಸೋದ್ಯಮ ಇಲಾಖೆಯ ಮಯೂರ ಬಾಲ ಭವನಕ್ಕೆ ಬರುವ ಪ್ರವಾಸಿಗರಿಗೆ ಟಿಕೆಟ್ ಪಾವತಿಗೆ ಖಾಸಗಿ ಸಂಸ್ಥೆಯ ಕ್ಯೂ ಆರ್ ಕೋಡ್ ಕೊಡದೇ ನಾಲ್ವರು ಸಿಬ್ಬಂದಿಯು ತಮ್ಮ ವೈಯಕ್ತಿಕ ಬ್ಯಾಂಕ್ ಖಾತೆಯ ಕ್ಯೂ ಆರ್ ಕೋಡ್ ಕೊಟ್ಟಿದ್ದಾರೆ. ಪ್ರವಾಸೋದ್ಯಮ ಇಲಾಖೆಯ ಸೇವೆಯನ್ನು ಬಳಸಿ ಹಣ ಪಾವತಿಸಿದರೆ ನೇರವಾಗಿ ಭ್ರಷ್ಟ ಅಧಿಕಾರಿಗಳ ಬ್ಯಾಂಕ್: [272, 869, 378, 1150]
- kejriwal-photo: [150, 842, 256, 948]
- photo-click-title-2: ಫೋಟೋ ಕ್ಲಿಕ್: [813, 1236, 873, 1251]
- jaishankar-headline-line-2: ಭೇಟಿ ನೀಡಲಿರುವ: [99, 1113, 185, 1131]
- budget-byline: ಬದಲಾವಣೆ ಸುದ್ದಿ: [340, 1240, 383, 1249]
- fraud-box-title-2: ಕ್ಯೂ ಆರ್ ಕೋಡ್ ಸ್ಕ್ಯಾನ್: [795, 991, 891, 1005]
- fraud-entry-name: ಅಜ್ಜಲ್ ಪಾಷಾ : ವಾಹನ ಚಾಲಕ: [802, 1109, 884, 1118]
- food-headline-highlight: ಕಠಿಣ ಕ್ರಮಕ್ಕೆ ಸಿಎಂ ಸೂಚನೆ!: [87, 541, 262, 562]
- photo-click-title-1: ಬದಲಾವಣೆ ದಿನಪತ್ರಿಕೆ: [799, 1212, 887, 1227]
- corruption-headline-line-1: ರಾಜ್ಯ ಸರ್ಕಾರದ ಮತ್ತೊಂದು ನಿಗಮದಲ್ಲಿ ಅವ್ಯವಹಾರ:: [382, 775, 814, 804]
- fraud-entry: [766, 1146, 920, 1179]
- corruption-byline: ಬದಲಾವಣೆ ಸುದ್ದಿ: [316, 856, 359, 865]
